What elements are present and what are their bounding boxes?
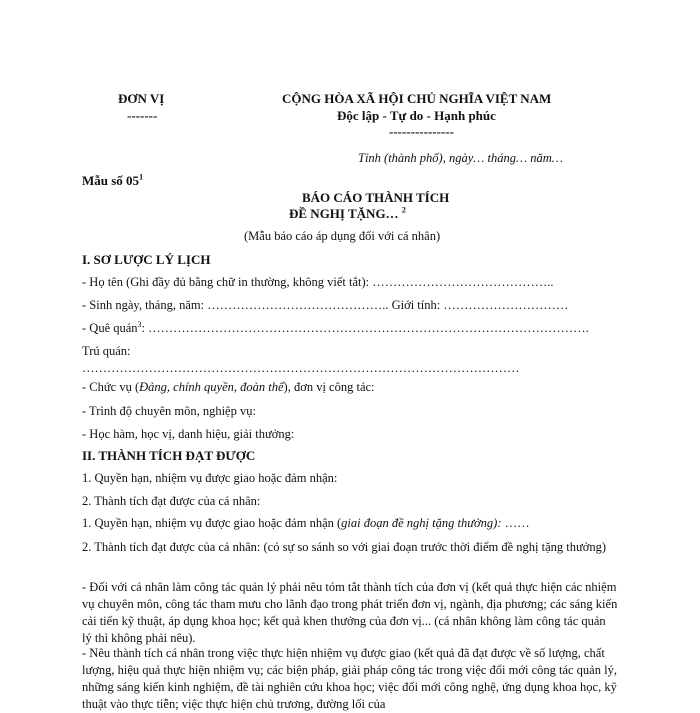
field-sinh-ngay: - Sinh ngày, tháng, năm: …………………………………….. Giới tính: ………………………… xyxy=(82,298,569,312)
section2-heading: II. THÀNH TÍCH ĐẠT ĐƯỢC xyxy=(82,448,256,463)
republic-title: CỘNG HÒA XÃ HỘI CHỦ NGHĨA VIỆT NAM xyxy=(282,91,552,106)
unit-dashes: ------- xyxy=(127,108,158,123)
report-subtitle: (Mẫu báo cáo áp dụng đối với cá nhân) xyxy=(244,229,441,243)
field-ho-ten: - Họ tên (Ghi đầy đủ bằng chữ in thường, không viết tắt): …………………………………….. xyxy=(82,275,554,289)
field-que-quan: - Quê quán$^3$: ……………………………………………………………………………………………. xyxy=(82,319,589,335)
report-title: BÁO CÁO THÀNH TÍCH xyxy=(302,190,450,205)
report-title-line2: ĐỀ NGHỊ TẶNG… $^2$ xyxy=(289,205,406,221)
unit-label: ĐƠN VỊ xyxy=(118,91,165,106)
field-tru-quan-dots: …………………………………………………………………………………………… xyxy=(82,361,520,375)
motto-dashes: --------------- xyxy=(389,124,454,139)
field-tru-quan: Trú quán: xyxy=(82,344,131,358)
section1-heading: I. SƠ LƯỢC LÝ LỊCH xyxy=(82,252,211,267)
place-date: Tỉnh (thành phố), ngày… tháng… năm… xyxy=(358,151,563,165)
paragraph-quan-ly: - Đối với cá nhân làm công tác quản lý phải nêu tóm tắt thành tích của đơn vị (kết quả thực hiện các nhiệm vụ chuyên môn, công tác tham mưu cho lãnh đạo trong phát triển đơn vị, ngành, địa phương; các sáng kiến cải tiến kỹ thuật, áp dụng khoa học; kết quả khen thưởng của đơn vị... (cá nhân không làm công tác quản lý thì không phải nêu). xyxy=(82,580,618,645)
field-hoc-ham: - Học hàm, học vị, danh hiệu, giải thưởng: xyxy=(82,427,295,441)
motto: Độc lập - Tự do - Hạnh phúc xyxy=(337,108,496,123)
item-thanh-tich: 2. Thành tích đạt được của cá nhân: xyxy=(82,494,261,508)
field-trinh-do: - Trình độ chuyên môn, nghiệp vụ: xyxy=(82,404,256,418)
paragraph-ca-nhan: - Nêu thành tích cá nhân trong việc thực hiện nhiệm vụ được giao (kết quả đã đạt được về số lượng, chất lượng, hiệu quả thực hiện nhiệm vụ; các biện pháp, giải pháp công tác trong việc đổi mới công tác quản lý, những sáng kiến kinh nghiệm, đề tài nghiên cứu khoa học; việc đổi mới công nghệ, ứng dụng khoa học, kỹ thuật vào thực tiễn; việc thực hiện chủ trương, đường lối của xyxy=(82,646,617,711)
form-number: Mẫu số $05^1$ xyxy=(82,172,144,188)
item-thanh-tich-so-sanh: 2. Thành tích đạt được của cá nhân: (có sự so sánh so với giai đoạn trước thời điểm đề nghị tặng thưởng) xyxy=(82,540,607,554)
item-quyen-han-giai-doan: 1. Quyền hạn, nhiệm vụ được giao hoặc đảm nhận (giai đoạn đề nghị tặng thưởng): …… xyxy=(82,516,530,530)
field-chuc-vu: - Chức vụ (Đảng, chính quyền, đoàn thể), đơn vị công tác: xyxy=(82,380,375,394)
item-quyen-han: 1. Quyền hạn, nhiệm vụ được giao hoặc đảm nhận: xyxy=(82,471,338,485)
